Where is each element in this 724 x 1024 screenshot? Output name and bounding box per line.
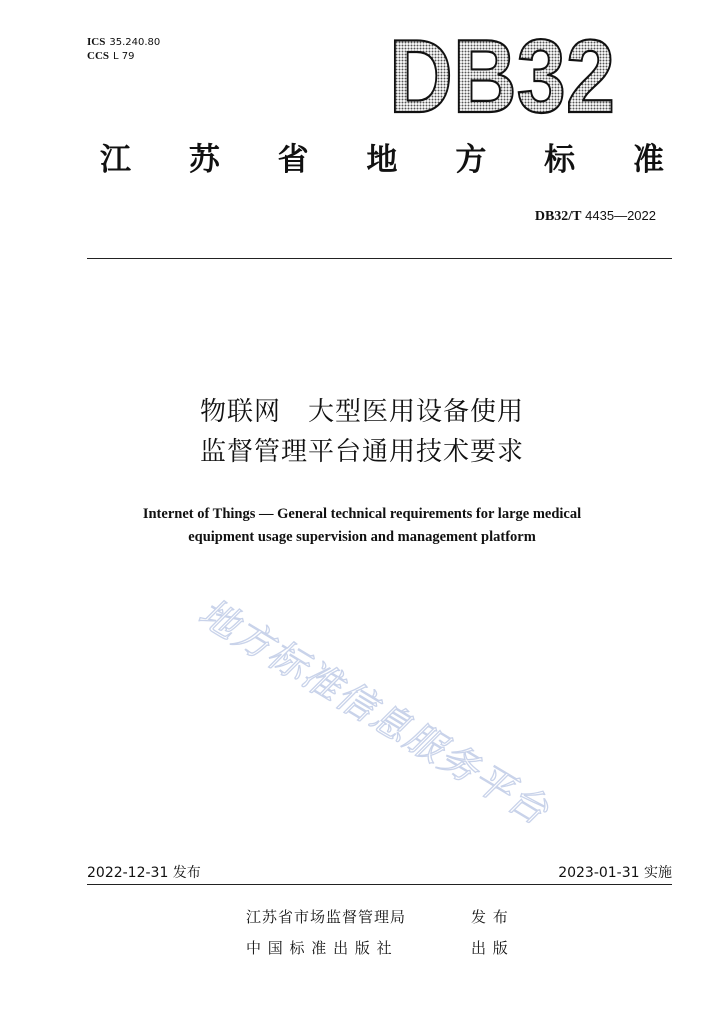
issue-date: 2022-12-31 发布 [87, 865, 201, 881]
watermark [190, 589, 610, 858]
standard-type-char: 标 [544, 142, 576, 178]
ics-code [87, 36, 160, 49]
standard-type-char: 准 [632, 142, 664, 178]
standard-number-prefix: DB32/T [534, 209, 582, 224]
standard-type-char: 江 [100, 142, 131, 178]
title-chinese [0, 392, 724, 472]
ics-label: ICS [87, 36, 106, 48]
standard-type-char: 方 [455, 142, 487, 178]
bottom-divider [87, 884, 672, 885]
standard-type-char: 苏 [188, 142, 220, 178]
implementation-date: 2023-01-31 实施 [558, 865, 672, 881]
title-chinese-line: 物联网 大型医用设备使用 [199, 397, 524, 427]
issuer-name: 江苏省市场监督管理局 [246, 908, 407, 926]
title-english-line: equipment usage supervision and management platform [188, 529, 536, 545]
ics-value: 35.240.80 [109, 37, 161, 48]
standard-number-value: 4435—2022 [585, 208, 656, 223]
logo-text: DB32 [389, 19, 615, 135]
title-chinese-line: 监督管理平台通用技术要求 [199, 437, 524, 467]
ccs-value: L 79 [113, 51, 135, 62]
watermark-text: 地方标准信息服务平台 [191, 589, 557, 834]
issuer-action: 发 布 [471, 908, 509, 926]
press-action: 出 版 [471, 939, 509, 957]
title-english [0, 503, 724, 549]
db32-logo [386, 19, 618, 135]
standard-type [100, 140, 664, 180]
title-english-line: Internet of Things — General technical requirements for large medical [142, 506, 582, 522]
ccs-code [87, 50, 135, 63]
press-name: 中 国 标 准 出 版 社 [246, 939, 393, 957]
standard-type-char: 省 [277, 142, 309, 178]
standard-type-char: 地 [366, 142, 398, 178]
top-divider [87, 258, 672, 259]
standard-number [535, 208, 656, 225]
ccs-label: CCS [87, 50, 110, 62]
